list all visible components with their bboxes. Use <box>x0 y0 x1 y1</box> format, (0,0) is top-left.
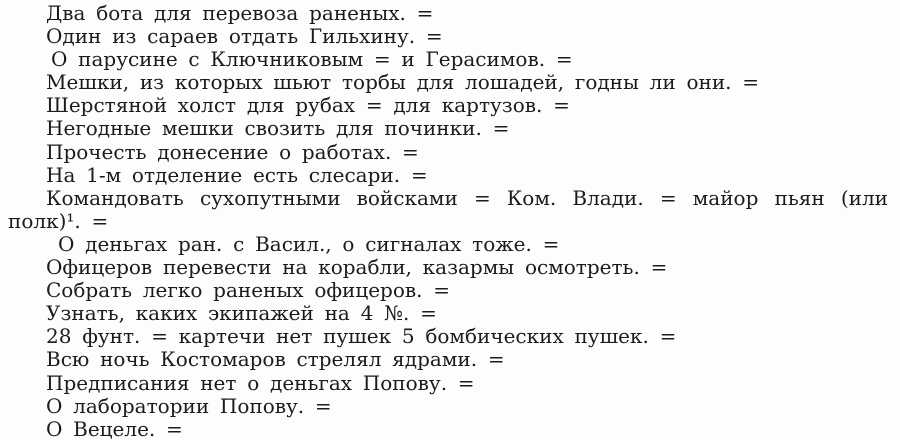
text-line: Командовать сухопутными войсками = Ком. Влади. = майор пьян (или <box>46 185 888 210</box>
text-line: Шерстяной холст для рубах = для картузов. = <box>46 93 570 118</box>
text-line: О лаборатории Попову. = <box>46 393 332 418</box>
text-line: Всю ночь Костомаров стрелял ядрами. = <box>46 347 505 372</box>
text-line: Собрать легко раненых офицеров. = <box>46 278 451 303</box>
text-line: Прочесть донесение о работах. = <box>46 139 419 164</box>
text-line: Предписания нет о деньгах Попову. = <box>46 370 475 395</box>
text-line: О Вецеле. = <box>46 416 183 440</box>
text-line: Один из сараев отдать Гильхину. = <box>46 24 443 49</box>
text-line: Два бота для перевоза раненых. = <box>46 1 434 25</box>
text-line: Мешки, из которых шьют торбы для лошадей, годны ли они. = <box>46 70 760 95</box>
text-line: Офицеров перевести на корабли, казармы осмотреть. = <box>46 255 668 280</box>
text-line: Узнать, каких экипажей на 4 №. = <box>46 301 437 326</box>
text-line: полк)¹. = <box>8 208 109 233</box>
text-line: 28 фунт. = картечи нет пушек 5 бомбических пушек. = <box>46 324 677 349</box>
text-line: На 1-м отделение есть слесари. = <box>46 162 428 187</box>
text-line: Негодные мешки свозить для починки. = <box>46 116 510 141</box>
text-line: О парусине с Ключниковым = и Герасимов. = <box>51 47 573 72</box>
text-line: О деньгах ран. с Васил., о сигналах тоже. = <box>58 231 560 256</box>
